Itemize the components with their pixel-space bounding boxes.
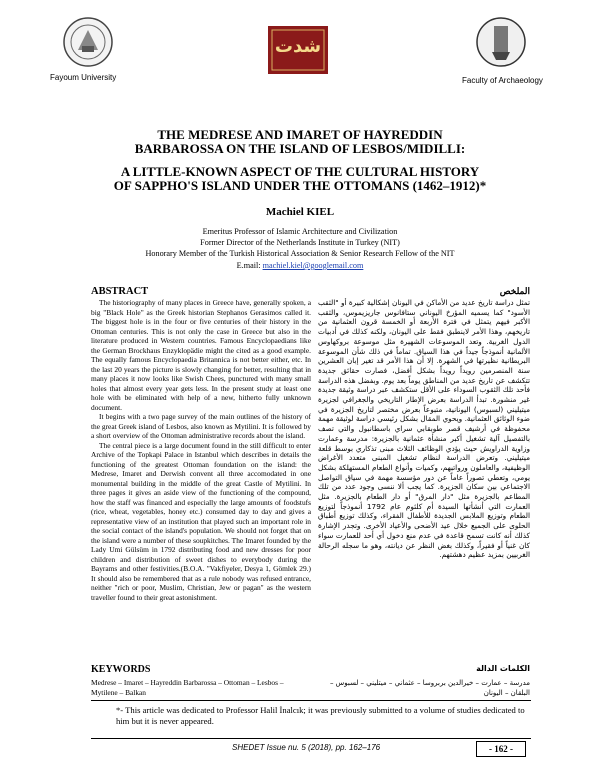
email-line xyxy=(0,260,600,271)
faculty-archaeology-logo xyxy=(470,16,532,74)
footer-divider xyxy=(91,738,531,739)
sub-title-line-2: OF SAPPHO'S ISLAND UNDER THE OTTOMANS (1462–1912)* xyxy=(113,178,487,193)
journal-logo-text: شدت xyxy=(274,36,322,57)
affiliation-line-1: Emeritus Professor of Islamic Architecture and Civilization xyxy=(202,227,398,236)
university-seal-icon xyxy=(58,16,118,74)
footnote: *- This article was dedicated to Professor Halil İnalcık; it was previously submitted to a volume of studies dedicated to him but it is never appeared. xyxy=(116,705,525,726)
author-name: Machiel KIEL xyxy=(265,206,335,218)
main-title-line-2: BARBAROSSA ON THE ISLAND OF LESBOS/MIDILLI: xyxy=(134,141,466,156)
email-label: E.mail: xyxy=(236,261,261,270)
shedet-journal-logo xyxy=(266,24,330,76)
affiliation-line-3: Honorary Member of the Turkish Historical Association & Senior Research Fellow of the NIT xyxy=(145,249,455,258)
email-link[interactable]: machiel.kiel@googlemail.com xyxy=(262,261,364,270)
sub-title-line-1: A LITTLE-KNOWN ASPECT OF THE CULTURAL HISTORY xyxy=(120,164,480,179)
affiliation-line-2: Former Director of the Netherlands Institute in Turkey (NIT) xyxy=(200,238,400,247)
keywords-list: Medrese – Imaret – Hayreddin Barbarossa – Ottoman – Lesbos – Mytilene – Balkan xyxy=(91,678,284,697)
arabic-keywords-list: مدرسة – عمارت – خيرالدين بربروسا – عثماني – ميتليني – لسبوس – البلقان – اليونان xyxy=(329,679,530,697)
arabic-abstract-body: تمثل دراسة تاريخ عديد من الأماكن في اليونان إشكالية كبيرة أو "الثقب الأسود" كما يسميه المؤرخ اليوناني ستافانوس جاريزيموس، والثقب الأكبر فيهم يتمثل في فترة الأربعة أو الخمسة قرون العثمانية من تاريخهم، وهذا الأمر لاينطبق فقط على اليونان، ولكنه كذلك في أدبيات الدول الغربية. وتعد الموسوعات الشهيرة مثل موسوعة بروكهاوس الألمانية أنموذجاً جيداً في هذا السياق. تماماً في ذلك شأن الموسوعة البريطانية نظيرتها في الشهرة. إلا أن هذا الأمر قد تغير إبان العشرين سنة المنصرمين رويداً رويداً بشكل أفضل، فصارت حقائق جديدة تتكشف عن تاريخ عديد من المناطق يوماً بعد يوم. وبفضل هذه الدراسة فأحد تلك الثقوب السوداء على الأقل ستكشف عبر دراسة وثيقة جديدة غير منشورة. تبدأ الدراسة بعرض الإطار التاريخي والجغرافي لجزيرة ميتيليني (لسبوس) اليونانية، متبوعاً بعرض مختصر لتاريخ الجزيرة في ضوء الوثائق العثمانية. ويحوي المقال بشكل رئيسي دراسة لوثيقة مهمة محفوظة في أرشيف قصر طوبقابي سراي باسطانبول والتي تصف بالتفصيل آلية تشغيل أكبر منشأة عثمانية بالجزيرة: مدرسة وعمارت وزاوية الدراويش حيث يؤدي الوظائف الثلاث مبنى تذكاري بوسط قلعة ميتيليني. وتعرض الدراسة لنظام تشغيل المبنى متعدد الأغراض الوظيفية، والعاملون ورواتبهم، وكميات وأنواع الطعام المستهلكة بشكل يومي، وتعطي تصوراً عاماً عن دور مؤسسة مهمة في سياق التواصل الاجتماعي بين سكان الجزيرة. كما يجب ألا ننسى وجود عدد من تلك المطاعم بالجزيرة مثل "دار المرق" أو دار الطعام بالجزيرة. مثل العمارت التي أنشأتها السيدة أم كلثوم عام 1792 أنموذجاً لتوزيع الطعام وتوزيع الملابس الجديدة للأطفال الفقراء، وكذلك توزيع أطباق الحلوى على الجميع خلال عيد الأضحى والأعياد الأخرى. وتجدر الإشارة كذلك أنه كانت تسمح قاعدة في عدم منع دخول أي أحد للعمارت سواء كان غنياً أو فقيراً، وكذلك بغض النظر عن ديانته، وهو ما سجله الرحالة الغربيين بمزيد عظيم دهشتهم. xyxy=(318,298,530,560)
abstract-paragraph-2: It begins with a two page survey of the main outlines of the history of the great Greek island of Lesbos, also known as Mytilini. It is followed by a short overview of the Ottoman administrative records about the island. xyxy=(91,412,311,440)
left-institution-label: Fayoum University xyxy=(50,73,117,82)
abstract-body xyxy=(91,298,311,602)
fayoum-university-logo xyxy=(58,16,118,74)
abstract-heading: ABSTRACT xyxy=(91,286,149,297)
footnote-divider xyxy=(91,700,531,701)
page-number: - 162 - xyxy=(476,741,526,757)
journal-citation: SHEDET Issue nu. 5 (2018), pp. 162–176 xyxy=(232,743,381,752)
main-title-line-1: THE MEDRESE AND IMARET OF HAYREDDIN xyxy=(157,127,443,142)
faculty-seal-icon xyxy=(470,16,532,74)
arabic-abstract-heading: الملخص xyxy=(499,286,530,296)
abstract-paragraph-1: The historiography of many places in Greece have, generally spoken, a big "Black Hole" as the Greek historian Stephanos Gerasimos called it. The biggest hole is in the four or five centuries of their history in the Ottoman centuries. This is not only the case in Greece but also in the literature produced in Western countries. Famous Encyclopaedians like the German Brockhaus Enzyklopädie might the cited as a good example. The equally famous Encyclopaedia Britannica is not better either, etc. In the last 20 years the picture is slowly changing for better, resulting that in many places it now looks like Swish Chees, punctured with many small holes that almost every year gets less. In the present study at least one hole with be eliminated with help of a new, hitherto fully unknown document. xyxy=(91,298,311,412)
right-institution-label: Faculty of Archaeology xyxy=(462,76,543,85)
abstract-paragraph-3: The central piece is a large document found in the still difficult to enter Archive of the Topkapi Palace in Istanbul which describes in details the functioning of the greatest Ottoman foundation on the island: the Medrese, Imaret and Derwish convent all three accomodated in one monumental building in the middle of the great Castle of Mytilini. In three pages it gives an aside view of the functioning of the compound, how the staff was financed and especially the large amounts of foodstufs (rice, wheat, vegetables, honey etc.) consumed day to day and gives a representative view of an institution that played such an important role in the social contact of the island's population. We should not forget that on the island were a number of these soupkitches. The Imaret founded by the Lady Umi Gülsüm in 1792 distributing food and new dresses for poor children and distribution of sweet dishes to everybody during the Bayrams and other festivities.(B.O.A. "Vakfiyeler, Desya 1, Gömlek 29.) It should also be remembered that as a rule nobody was refused entrance, neither "rich or poor, Muslim, Christian, Jew or pagan" as the western traveller found to their great astonishment. xyxy=(91,440,311,602)
keywords-heading: KEYWORDS xyxy=(91,664,151,675)
arabic-keywords-heading: الكلمات الدالة xyxy=(476,664,530,673)
